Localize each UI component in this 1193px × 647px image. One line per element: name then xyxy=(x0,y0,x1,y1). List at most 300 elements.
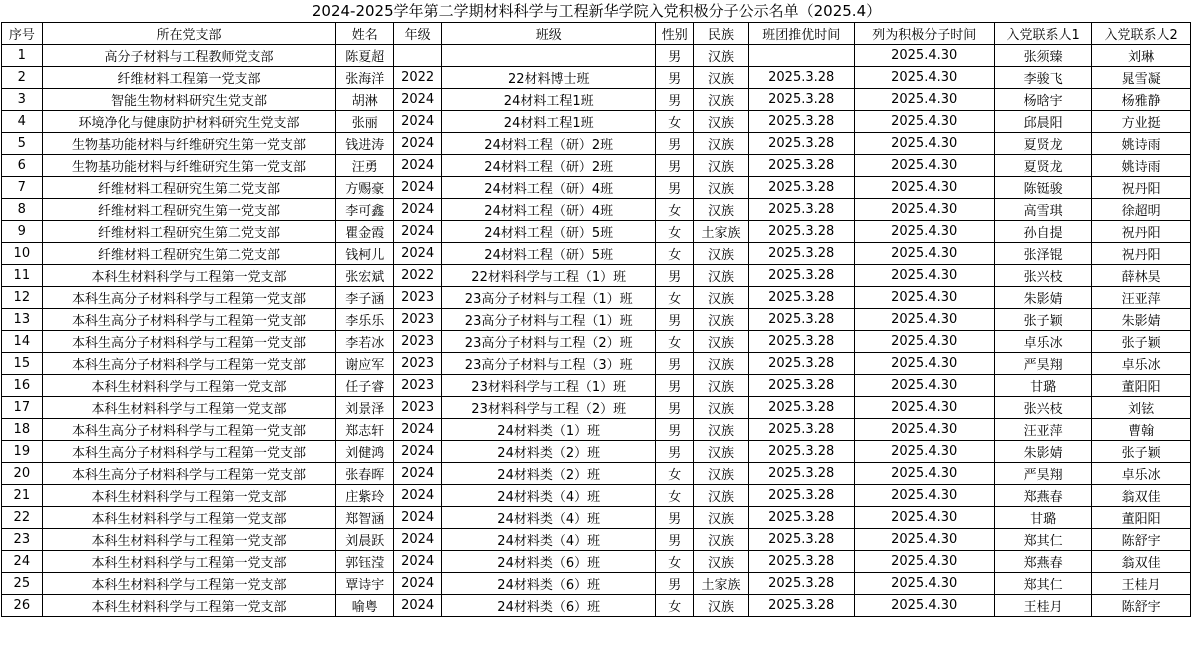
cell-contact-2: 姚诗雨 xyxy=(1092,133,1191,155)
cell-contact-2: 卓乐冰 xyxy=(1092,463,1191,485)
cell-number: 3 xyxy=(2,89,43,111)
cell-grade: 2023 xyxy=(394,287,442,309)
cell-recommend-date: 2025.3.28 xyxy=(748,529,854,551)
cell-name: 张海洋 xyxy=(336,67,394,89)
cell-activist-date: 2025.4.30 xyxy=(854,133,994,155)
cell-grade: 2023 xyxy=(394,397,442,419)
cell-gender: 男 xyxy=(656,507,694,529)
cell-number: 26 xyxy=(2,595,43,617)
cell-class: 24材料类（6）班 xyxy=(442,573,656,595)
table-row xyxy=(2,67,1191,89)
cell-branch: 本科生高分子材料科学与工程第一党支部 xyxy=(42,331,336,353)
cell-contact-1: 张兴枝 xyxy=(994,397,1092,419)
cell-activist-date: 2025.4.30 xyxy=(854,485,994,507)
cell-contact-1: 孙自提 xyxy=(994,221,1092,243)
cell-contact-2: 方业挺 xyxy=(1092,111,1191,133)
cell-recommend-date: 2025.3.28 xyxy=(748,507,854,529)
cell-class: 23高分子材料与工程（1）班 xyxy=(442,287,656,309)
cell-class: 24材料工程（研）2班 xyxy=(442,133,656,155)
cell-grade: 2024 xyxy=(394,507,442,529)
cell-recommend-date: 2025.3.28 xyxy=(748,89,854,111)
cell-number: 23 xyxy=(2,529,43,551)
header-cell-grade: 年级 xyxy=(394,23,442,45)
cell-contact-2: 陈舒宇 xyxy=(1092,529,1191,551)
cell-number: 19 xyxy=(2,441,43,463)
table-row xyxy=(2,529,1191,551)
cell-grade: 2023 xyxy=(394,375,442,397)
cell-contact-2: 刘铉 xyxy=(1092,397,1191,419)
cell-recommend-date: 2025.3.28 xyxy=(748,67,854,89)
cell-number: 17 xyxy=(2,397,43,419)
cell-ethnicity: 汉族 xyxy=(694,265,749,287)
cell-name: 郑志轩 xyxy=(336,419,394,441)
header-cell-name: 姓名 xyxy=(336,23,394,45)
cell-class: 23高分子材料与工程（1）班 xyxy=(442,309,656,331)
cell-activist-date: 2025.4.30 xyxy=(854,463,994,485)
cell-class: 23材料科学与工程（1）班 xyxy=(442,375,656,397)
cell-contact-2: 董阳阳 xyxy=(1092,375,1191,397)
cell-recommend-date: 2025.3.28 xyxy=(748,287,854,309)
cell-branch: 纤维材料工程研究生第一党支部 xyxy=(42,199,336,221)
cell-branch: 纤维材料工程研究生第二党支部 xyxy=(42,177,336,199)
table-row xyxy=(2,243,1191,265)
cell-name: 李乐乐 xyxy=(336,309,394,331)
cell-number: 25 xyxy=(2,573,43,595)
cell-gender: 男 xyxy=(656,265,694,287)
cell-ethnicity: 汉族 xyxy=(694,45,749,67)
cell-contact-2: 薛林昊 xyxy=(1092,265,1191,287)
cell-class: 24材料工程1班 xyxy=(442,89,656,111)
cell-contact-1: 夏贤龙 xyxy=(994,155,1092,177)
cell-activist-date: 2025.4.30 xyxy=(854,529,994,551)
cell-contact-1: 王桂月 xyxy=(994,595,1092,617)
table-row xyxy=(2,463,1191,485)
cell-name: 方赐豪 xyxy=(336,177,394,199)
cell-name: 任子睿 xyxy=(336,375,394,397)
cell-number: 6 xyxy=(2,155,43,177)
cell-contact-2: 刘琳 xyxy=(1092,45,1191,67)
cell-class: 24材料类（2）班 xyxy=(442,463,656,485)
cell-ethnicity: 汉族 xyxy=(694,133,749,155)
cell-activist-date: 2025.4.30 xyxy=(854,67,994,89)
cell-gender: 女 xyxy=(656,463,694,485)
cell-ethnicity: 土家族 xyxy=(694,573,749,595)
cell-contact-1: 朱影婧 xyxy=(994,441,1092,463)
sheet-title: 2024-2025学年第二学期材料科学与工程新华学院入党积极分子公示名单（2025.4） xyxy=(311,2,882,20)
table-row xyxy=(2,507,1191,529)
cell-branch: 本科生高分子材料科学与工程第一党支部 xyxy=(42,353,336,375)
table-row xyxy=(2,199,1191,221)
cell-number: 11 xyxy=(2,265,43,287)
cell-ethnicity: 汉族 xyxy=(694,419,749,441)
cell-contact-1: 陈铤骏 xyxy=(994,177,1092,199)
cell-activist-date: 2025.4.30 xyxy=(854,397,994,419)
cell-grade xyxy=(394,45,442,67)
cell-contact-1: 朱影婧 xyxy=(994,287,1092,309)
cell-activist-date: 2025.4.30 xyxy=(854,551,994,573)
cell-recommend-date: 2025.3.28 xyxy=(748,485,854,507)
cell-grade: 2024 xyxy=(394,89,442,111)
cell-recommend-date: 2025.3.28 xyxy=(748,463,854,485)
cell-name: 张春晖 xyxy=(336,463,394,485)
cell-ethnicity: 汉族 xyxy=(694,199,749,221)
cell-ethnicity: 汉族 xyxy=(694,89,749,111)
cell-ethnicity: 汉族 xyxy=(694,529,749,551)
cell-ethnicity: 土家族 xyxy=(694,221,749,243)
cell-name: 郭钰滢 xyxy=(336,551,394,573)
cell-recommend-date: 2025.3.28 xyxy=(748,221,854,243)
cell-class: 23材料科学与工程（2）班 xyxy=(442,397,656,419)
cell-name: 李若冰 xyxy=(336,331,394,353)
cell-class: 24材料工程（研）4班 xyxy=(442,199,656,221)
cell-recommend-date: 2025.3.28 xyxy=(748,419,854,441)
cell-gender: 女 xyxy=(656,221,694,243)
cell-recommend-date: 2025.3.28 xyxy=(748,177,854,199)
cell-ethnicity: 汉族 xyxy=(694,287,749,309)
cell-grade: 2024 xyxy=(394,441,442,463)
cell-contact-1: 杨晗宇 xyxy=(994,89,1092,111)
cell-contact-2: 曹翰 xyxy=(1092,419,1191,441)
cell-grade: 2024 xyxy=(394,595,442,617)
cell-branch: 本科生高分子材料科学与工程第一党支部 xyxy=(42,441,336,463)
cell-recommend-date: 2025.3.28 xyxy=(748,397,854,419)
cell-contact-2: 翁双佳 xyxy=(1092,485,1191,507)
roster-body xyxy=(2,45,1191,617)
cell-number: 9 xyxy=(2,221,43,243)
cell-grade: 2024 xyxy=(394,551,442,573)
cell-activist-date: 2025.4.30 xyxy=(854,287,994,309)
cell-contact-2: 晁雪凝 xyxy=(1092,67,1191,89)
cell-name: 覃诗宇 xyxy=(336,573,394,595)
header-cell-recommend-date: 班团推优时间 xyxy=(748,23,854,45)
cell-ethnicity: 汉族 xyxy=(694,463,749,485)
cell-activist-date: 2025.4.30 xyxy=(854,331,994,353)
cell-contact-1: 高雪琪 xyxy=(994,199,1092,221)
cell-activist-date: 2025.4.30 xyxy=(854,375,994,397)
cell-contact-1: 郑燕春 xyxy=(994,485,1092,507)
cell-class: 22材料博士班 xyxy=(442,67,656,89)
cell-contact-1: 郑其仁 xyxy=(994,529,1092,551)
cell-gender: 女 xyxy=(656,331,694,353)
cell-gender: 女 xyxy=(656,595,694,617)
cell-ethnicity: 汉族 xyxy=(694,243,749,265)
cell-grade: 2024 xyxy=(394,485,442,507)
cell-name: 刘景泽 xyxy=(336,397,394,419)
header-cell-ethnicity: 民族 xyxy=(694,23,749,45)
cell-activist-date: 2025.4.30 xyxy=(854,177,994,199)
cell-activist-date: 2025.4.30 xyxy=(854,199,994,221)
cell-branch: 本科生高分子材料科学与工程第一党支部 xyxy=(42,419,336,441)
cell-branch: 本科生材料科学与工程第一党支部 xyxy=(42,265,336,287)
cell-name: 郑智涵 xyxy=(336,507,394,529)
cell-recommend-date: 2025.3.28 xyxy=(748,111,854,133)
cell-contact-1: 张子颖 xyxy=(994,309,1092,331)
cell-gender: 女 xyxy=(656,551,694,573)
table-row xyxy=(2,419,1191,441)
cell-grade: 2023 xyxy=(394,353,442,375)
cell-ethnicity: 汉族 xyxy=(694,309,749,331)
cell-name: 张宏斌 xyxy=(336,265,394,287)
cell-gender: 男 xyxy=(656,155,694,177)
cell-contact-2: 陈舒宇 xyxy=(1092,595,1191,617)
cell-gender: 女 xyxy=(656,111,694,133)
header-cell-gender: 性别 xyxy=(656,23,694,45)
cell-recommend-date: 2025.3.28 xyxy=(748,199,854,221)
cell-recommend-date: 2025.3.28 xyxy=(748,551,854,573)
cell-ethnicity: 汉族 xyxy=(694,375,749,397)
cell-class: 24材料类（6）班 xyxy=(442,595,656,617)
cell-number: 2 xyxy=(2,67,43,89)
cell-recommend-date: 2025.3.28 xyxy=(748,595,854,617)
cell-recommend-date: 2025.3.28 xyxy=(748,265,854,287)
table-row xyxy=(2,441,1191,463)
cell-number: 13 xyxy=(2,309,43,331)
cell-number: 18 xyxy=(2,419,43,441)
cell-ethnicity: 汉族 xyxy=(694,441,749,463)
cell-contact-2: 姚诗雨 xyxy=(1092,155,1191,177)
cell-class xyxy=(442,45,656,67)
cell-branch: 本科生材料科学与工程第一党支部 xyxy=(42,397,336,419)
table-row xyxy=(2,485,1191,507)
cell-activist-date: 2025.4.30 xyxy=(854,265,994,287)
cell-branch: 生物基功能材料与纤维研究生第一党支部 xyxy=(42,133,336,155)
cell-number: 20 xyxy=(2,463,43,485)
cell-branch: 本科生材料科学与工程第一党支部 xyxy=(42,595,336,617)
cell-contact-1: 甘璐 xyxy=(994,507,1092,529)
cell-contact-1: 夏贤龙 xyxy=(994,133,1092,155)
cell-activist-date: 2025.4.30 xyxy=(854,111,994,133)
header-cell-activist-date: 列为积极分子时间 xyxy=(854,23,994,45)
cell-grade: 2024 xyxy=(394,111,442,133)
cell-activist-date: 2025.4.30 xyxy=(854,309,994,331)
cell-gender: 男 xyxy=(656,419,694,441)
cell-number: 8 xyxy=(2,199,43,221)
table-row xyxy=(2,287,1191,309)
table-row xyxy=(2,353,1191,375)
cell-recommend-date: 2025.3.28 xyxy=(748,331,854,353)
table-row xyxy=(2,133,1191,155)
table-row xyxy=(2,375,1191,397)
cell-gender: 女 xyxy=(656,199,694,221)
cell-number: 16 xyxy=(2,375,43,397)
cell-gender: 男 xyxy=(656,177,694,199)
header-cell-branch: 所在党支部 xyxy=(42,23,336,45)
cell-recommend-date: 2025.3.28 xyxy=(748,155,854,177)
cell-activist-date: 2025.4.30 xyxy=(854,441,994,463)
cell-recommend-date: 2025.3.28 xyxy=(748,375,854,397)
cell-grade: 2022 xyxy=(394,265,442,287)
cell-name: 刘健鸿 xyxy=(336,441,394,463)
cell-activist-date: 2025.4.30 xyxy=(854,243,994,265)
cell-contact-1: 汪亚萍 xyxy=(994,419,1092,441)
cell-recommend-date xyxy=(748,45,854,67)
cell-class: 24材料类（4）班 xyxy=(442,485,656,507)
header-row xyxy=(2,23,1191,45)
table-row xyxy=(2,551,1191,573)
cell-gender: 男 xyxy=(656,573,694,595)
cell-number: 15 xyxy=(2,353,43,375)
cell-ethnicity: 汉族 xyxy=(694,111,749,133)
cell-grade: 2024 xyxy=(394,529,442,551)
cell-class: 24材料类（1）班 xyxy=(442,419,656,441)
cell-name: 刘晨跃 xyxy=(336,529,394,551)
cell-name: 胡淋 xyxy=(336,89,394,111)
cell-branch: 高分子材料与工程教师党支部 xyxy=(42,45,336,67)
cell-contact-2: 张子颖 xyxy=(1092,331,1191,353)
cell-number: 4 xyxy=(2,111,43,133)
cell-ethnicity: 汉族 xyxy=(694,397,749,419)
cell-grade: 2024 xyxy=(394,573,442,595)
cell-recommend-date: 2025.3.28 xyxy=(748,353,854,375)
cell-gender: 男 xyxy=(656,397,694,419)
cell-branch: 本科生高分子材料科学与工程第一党支部 xyxy=(42,463,336,485)
cell-name: 喻粤 xyxy=(336,595,394,617)
cell-contact-2: 张子颖 xyxy=(1092,441,1191,463)
table-row xyxy=(2,397,1191,419)
cell-grade: 2022 xyxy=(394,67,442,89)
cell-contact-2: 祝丹阳 xyxy=(1092,177,1191,199)
cell-contact-2: 汪亚萍 xyxy=(1092,287,1191,309)
cell-name: 谢应军 xyxy=(336,353,394,375)
cell-class: 23高分子材料与工程（2）班 xyxy=(442,331,656,353)
cell-recommend-date: 2025.3.28 xyxy=(748,573,854,595)
cell-class: 24材料工程（研）2班 xyxy=(442,155,656,177)
table-row xyxy=(2,573,1191,595)
cell-contact-2: 翁双佳 xyxy=(1092,551,1191,573)
cell-class: 24材料类（4）班 xyxy=(442,507,656,529)
cell-grade: 2024 xyxy=(394,177,442,199)
cell-name: 汪勇 xyxy=(336,155,394,177)
cell-name: 张丽 xyxy=(336,111,394,133)
cell-contact-1: 严昊翔 xyxy=(994,463,1092,485)
cell-contact-1: 甘璐 xyxy=(994,375,1092,397)
cell-grade: 2024 xyxy=(394,221,442,243)
cell-contact-2: 徐超明 xyxy=(1092,199,1191,221)
cell-number: 10 xyxy=(2,243,43,265)
table-row xyxy=(2,177,1191,199)
cell-number: 12 xyxy=(2,287,43,309)
cell-branch: 生物基功能材料与纤维研究生第一党支部 xyxy=(42,155,336,177)
cell-number: 22 xyxy=(2,507,43,529)
cell-class: 22材料科学与工程（1）班 xyxy=(442,265,656,287)
cell-gender: 男 xyxy=(656,441,694,463)
cell-activist-date: 2025.4.30 xyxy=(854,221,994,243)
cell-branch: 智能生物材料研究生党支部 xyxy=(42,89,336,111)
cell-name: 瞿金霞 xyxy=(336,221,394,243)
cell-contact-2: 卓乐冰 xyxy=(1092,353,1191,375)
cell-grade: 2024 xyxy=(394,199,442,221)
cell-contact-1: 张须臻 xyxy=(994,45,1092,67)
cell-branch: 纤维材料工程研究生第二党支部 xyxy=(42,243,336,265)
cell-class: 24材料工程（研）5班 xyxy=(442,221,656,243)
cell-ethnicity: 汉族 xyxy=(694,551,749,573)
cell-contact-2: 董阳阳 xyxy=(1092,507,1191,529)
cell-number: 7 xyxy=(2,177,43,199)
cell-activist-date: 2025.4.30 xyxy=(854,155,994,177)
cell-number: 5 xyxy=(2,133,43,155)
cell-gender: 男 xyxy=(656,45,694,67)
cell-ethnicity: 汉族 xyxy=(694,507,749,529)
cell-class: 24材料工程1班 xyxy=(442,111,656,133)
cell-grade: 2024 xyxy=(394,419,442,441)
cell-number: 1 xyxy=(2,45,43,67)
cell-ethnicity: 汉族 xyxy=(694,155,749,177)
cell-name: 李子涵 xyxy=(336,287,394,309)
cell-contact-1: 卓乐冰 xyxy=(994,331,1092,353)
header-cell-contact-2: 入党联系人2 xyxy=(1092,23,1191,45)
cell-number: 14 xyxy=(2,331,43,353)
table-row xyxy=(2,595,1191,617)
cell-ethnicity: 汉族 xyxy=(694,67,749,89)
cell-contact-2: 杨雅静 xyxy=(1092,89,1191,111)
header-cell-contact-1: 入党联系人1 xyxy=(994,23,1092,45)
table-row xyxy=(2,111,1191,133)
table-row xyxy=(2,331,1191,353)
cell-branch: 环境净化与健康防护材料研究生党支部 xyxy=(42,111,336,133)
cell-contact-1: 邱晨阳 xyxy=(994,111,1092,133)
cell-ethnicity: 汉族 xyxy=(694,595,749,617)
cell-gender: 男 xyxy=(656,309,694,331)
cell-activist-date: 2025.4.30 xyxy=(854,89,994,111)
table-row xyxy=(2,265,1191,287)
cell-gender: 女 xyxy=(656,287,694,309)
cell-branch: 本科生材料科学与工程第一党支部 xyxy=(42,551,336,573)
header-cell-number: 序号 xyxy=(2,23,43,45)
cell-contact-1: 张兴枝 xyxy=(994,265,1092,287)
cell-ethnicity: 汉族 xyxy=(694,177,749,199)
cell-branch: 本科生高分子材料科学与工程第一党支部 xyxy=(42,309,336,331)
cell-recommend-date: 2025.3.28 xyxy=(748,133,854,155)
cell-branch: 本科生材料科学与工程第一党支部 xyxy=(42,375,336,397)
cell-recommend-date: 2025.3.28 xyxy=(748,441,854,463)
cell-activist-date: 2025.4.30 xyxy=(854,419,994,441)
table-row xyxy=(2,309,1191,331)
cell-class: 24材料类（6）班 xyxy=(442,551,656,573)
cell-recommend-date: 2025.3.28 xyxy=(748,243,854,265)
cell-branch: 本科生材料科学与工程第一党支部 xyxy=(42,573,336,595)
cell-class: 24材料工程（研）4班 xyxy=(442,177,656,199)
cell-gender: 男 xyxy=(656,67,694,89)
cell-number: 24 xyxy=(2,551,43,573)
cell-branch: 本科生材料科学与工程第一党支部 xyxy=(42,485,336,507)
cell-name: 李可鑫 xyxy=(336,199,394,221)
cell-ethnicity: 汉族 xyxy=(694,353,749,375)
cell-branch: 纤维材料工程第一党支部 xyxy=(42,67,336,89)
cell-grade: 2024 xyxy=(394,133,442,155)
cell-contact-2: 祝丹阳 xyxy=(1092,243,1191,265)
table-row xyxy=(2,221,1191,243)
cell-class: 24材料类（4）班 xyxy=(442,529,656,551)
table-row xyxy=(2,89,1191,111)
cell-ethnicity: 汉族 xyxy=(694,331,749,353)
cell-gender: 女 xyxy=(656,485,694,507)
cell-grade: 2024 xyxy=(394,155,442,177)
cell-activist-date: 2025.4.30 xyxy=(854,507,994,529)
cell-branch: 本科生材料科学与工程第一党支部 xyxy=(42,507,336,529)
cell-activist-date: 2025.4.30 xyxy=(854,353,994,375)
cell-gender: 男 xyxy=(656,89,694,111)
cell-contact-2: 王桂月 xyxy=(1092,573,1191,595)
cell-contact-1: 郑其仁 xyxy=(994,573,1092,595)
cell-gender: 男 xyxy=(656,375,694,397)
cell-name: 陈夏超 xyxy=(336,45,394,67)
cell-gender: 男 xyxy=(656,353,694,375)
cell-activist-date: 2025.4.30 xyxy=(854,45,994,67)
cell-name: 庄紫玲 xyxy=(336,485,394,507)
cell-contact-2: 朱影婧 xyxy=(1092,309,1191,331)
cell-number: 21 xyxy=(2,485,43,507)
cell-contact-1: 张泽锟 xyxy=(994,243,1092,265)
